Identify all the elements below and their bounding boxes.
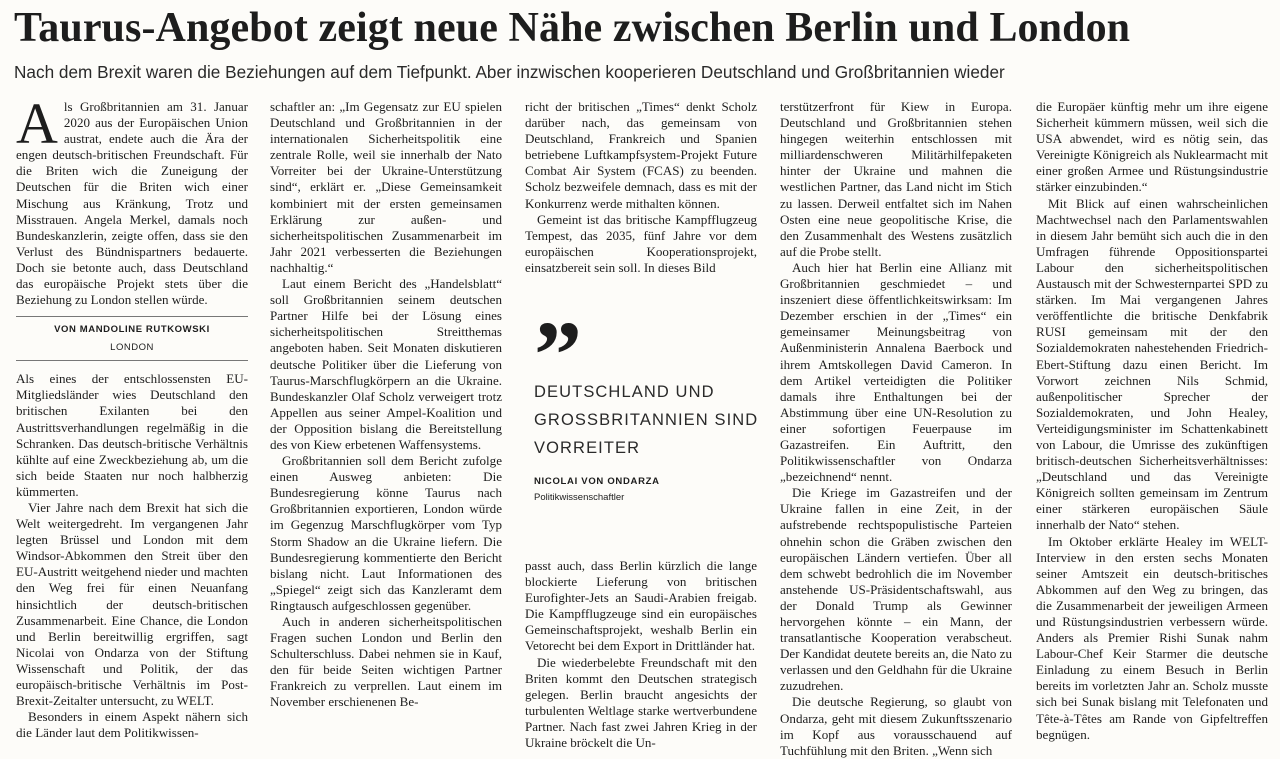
- subheadline: Nach dem Brexit waren die Beziehungen auf dem Tiefpunkt. Aber inzwischen kooperieren Deutschland und Großbritannien wieder: [14, 62, 1005, 82]
- paragraph: Die wiederbelebte Freundschaft mit den Briten kommt den Deutschen strategisch gelegen. Berlin braucht angesichts der turbulenten Weltlage starke wertverbundene Partner. Nach fast zwei Jahren Krieg in der Ukraine bröckelt die Un-: [525, 654, 757, 751]
- intro-paragraph: [16, 91, 248, 308]
- paragraph: Laut einem Bericht des „Handelsblatt“ soll Großbritannien seinem deutschen Partner Hilfe bei der Lösung eines sicherheitspolitischen Streitthemas angeboten haben. Seit Monaten diskutieren deutsche Politiker über die Lieferung von Taurus-Marschflugkörpern an die Ukraine. Bundeskanzler Olaf Scholz verweigert trotz Appellen aus seiner Ampel-Koalition und der Opposition bislang die Bereitstellung des von Kiew erbetenen Waffensystems.: [270, 276, 502, 452]
- paragraph: Im Oktober erklärte Healey im WELT-Interview in den ersten sechs Monaten seiner Amtszeit ein deutsch-britisches Abkommen auf den Weg zu bringen, das die Zusammenarbeit der jeweiligen Armeen und Rüstungsindustrien verbessern würde. Anders als Premier Rishi Sunak nahm Labour-Chef Keir Starmer die deutsche Einladung zu einem Besuch in Berlin bereits im vorletzten Jahr an. Scholz musste sich bei Sunak bislang mit Telefonaten und Tête-à-Têtes am Rande von Gipfeltreffen begnügen.: [1036, 533, 1268, 742]
- paragraph: Auch hier hat Berlin eine Allianz mit Großbritannien geschmiedet – und inszeniert diese öffentlichkeitswirksam: Im Dezember erschien in der „Times“ ein gemeinsamer Meinungsbeitrag von Außenministerin Annalena Baerbock und ihrem Amtskollegen David Cameron. In dem Artikel verteidigten die Politiker damals ihre Enthaltungen bei der Abstimmung über eine UN-Resolution zu einer sofortigen Feuerpause im Gazastreifen. Ein Auftritt, den Politikwissenschaftler von Ondarza „bezeichnend“ nennt.: [780, 259, 1012, 485]
- byline-author: VON MANDOLINE RUTKOWSKI: [54, 324, 210, 336]
- paragraph: richt der britischen „Times“ denkt Scholz darüber nach, das gemeinsam von Deutschland, Frankreich und Spanien betriebene Luftkampfsystem-Projekt Future Combat Air System (FCAS) zu beenden. Scholz bezweifele demnach, dass es mit der Konkurrenz werde mithalten können.: [525, 99, 757, 211]
- paragraph: Auch in anderen sicherheitspolitischen Fragen suchen London und Berlin den Schulterschluss. Dabei nehmen sie in Kauf, den für beide Seiten wichtigen Partner Frankreich zu verprellen. Laut einem im November erschienenen Be-: [270, 614, 502, 710]
- column-1: [16, 91, 248, 741]
- paragraph: passt auch, dass Berlin kürzlich die lange blockierte Lieferung von britischen Eurofighter-Jets an Saudi-Arabien freigab. Die Kampfflugzeuge sind ein europäisches Gemeinschaftsprojekt, weshalb Berlin ein Vetorecht bei dem Export in Drittländer hat.: [525, 558, 757, 654]
- byline-location: LONDON: [110, 342, 154, 354]
- pull-quote-author: NICOLAI VON ONDARZA: [534, 476, 660, 487]
- column-2: [270, 99, 502, 711]
- paragraph: Vier Jahre nach dem Brexit hat sich die Welt weitergedreht. Im vergangenen Jahr legten Brüssel und London mit dem Windsor-Abkommen den Streit über den EU-Austritt weitgehend nieder und machten den Weg frei für einen Neuanfang hinsichtlich der deutsch-britischen Zusammenarbeit. Eine Chance, die London und Berlin bereitwillig ergriffen, sagt Nicolai von Ondarza von der Stiftung Wissenschaft und Politik, der das europäisch-britische Verhältnis im Post-Brexit-Zeitalter untersucht, zu WELT.: [16, 499, 248, 709]
- paragraph: schaftler an: „Im Gegensatz zur EU spielen Deutschland und Großbritannien in der internationalen Sicherheitspolitik eine zentrale Rolle, weil sie innerhalb der Nato Vorreiter bei der Ukraine-Unterstützung sind“, erklärt er. „Diese Gemeinsamkeit kombiniert mit der ersten gemeinsamen Erklärung zur außen- und sicherheitspolitischen Zusammenarbeit im Jahr 2021 verbesserten die Beziehungen nachhaltig.“: [270, 99, 502, 275]
- paragraph: Als eines der entschlossensten EU-Mitgliedsländer wies Deutschland den britischen Exilanten bei den Austrittsverhandlungen regelmäßig in die Schranken. Das deutsch-britische Verhältnis kühlte auf eine Zweckbeziehung ab, um die sich beide Staaten nur noch halbherzig kümmerten.: [16, 371, 248, 499]
- column-5: [1036, 99, 1268, 743]
- column-3-bottom: [525, 558, 757, 751]
- pull-quote-role: Politikwissenschaftler: [534, 492, 625, 503]
- paragraph: Die deutsche Regierung, so glaubt von Ondarza, geht mit diesem Zukunftsszenario im Kopf aus vorausschauend auf Tuchfühlung mit den Briten. „Wenn sich: [780, 694, 1012, 758]
- byline-box: [16, 316, 248, 361]
- headline: Taurus-Angebot zeigt neue Nähe zwischen Berlin und London: [14, 5, 1131, 51]
- pull-quote-text: DEUTSCHLAND UND GROSSBRITANNIEN SIND VORREITER: [534, 383, 759, 457]
- dropcap: A: [16, 91, 58, 156]
- paragraph: Die Kriege im Gazastreifen und der Ukraine fallen in eine Zeit, in der aufstrebende rechtspopulistische Parteien ohnehin schon die Gräben zwischen den europäischen Ländern vertiefen. Über all dem schwebt bedrohlich die im November anstehende US-Präsidentschaftswahl, aus der Donald Trump als Gewinner hervorgehen könnte – ein Mann, der transatlantische Kooperation verabscheut. Der Kandidat deutete bereits an, die Nato zu verlassen und den Geldhahn für die Ukraine zuzudrehen.: [780, 485, 1012, 694]
- paragraph: Besonders in einem Aspekt nähern sich die Länder laut dem Politikwissen-: [16, 709, 248, 741]
- intro-text: ls Großbritannien am 31. Januar 2020 aus der Europäischen Union austrat, endete auch die Ära der engen deutsch-britischen Freundschaft. Für die Briten wich die Zuneigung der Deutschen für die Briten wich einer Mischung aus Kränkung, Trotz und Misstrauen. Angela Merkel, damals noch Bundeskanzlerin, zeigte offen, dass sie den Verlust des Bündnispartners bedauerte. Doch sie betonte auch, dass Deutschland das europäische Projekt stets über die Beziehung zu London stellen würde.: [16, 99, 248, 308]
- column-3-top: [525, 99, 757, 276]
- paragraph: terstützerfront für Kiew in Europa. Deutschland und Großbritannien stehen hingegen weiterhin entschlossen mit milliardenschweren Militärhilfepaketen hinter der Ukraine und mahnen die westlichen Partner, das Land nicht im Stich zu lassen. Derweil entfaltet sich im Nahen Osten eine neue geopolitische Krise, die den Zusammenhalt des Westens zusätzlich auf die Probe stellt.: [780, 99, 1012, 259]
- paragraph: Großbritannien soll dem Bericht zufolge einen Ausweg anbieten: Die Bundesregierung könne Taurus nach Großbritannien exportieren, London würde im Gegenzug Marschflugkörper vom Typ Storm Shadow an die Ukraine liefern. Die Bundesregierung kommentierte den Bericht bislang nicht. Laut Informationen des „Spiegel“ zeigt sich das Kanzleramt dem Ringtausch aufgeschlossen gegenüber.: [270, 453, 502, 613]
- quote-mark-icon: ”: [534, 301, 582, 408]
- paragraph: die Europäer künftig mehr um ihre eigene Sicherheit kümmern müssen, weil sich die USA abwendet, wird es nötig sein, das Vereinigte Königreich als Nuklearmacht mit einer großen Armee und Rüstungsindustrie stärker einzubinden.“: [1036, 99, 1268, 195]
- paragraph: Gemeint ist das britische Kampfflugzeug Tempest, das 2035, fünf Jahre vor dem europäischen Kooperationsprojekt, einsatzbereit sein soll. In dieses Bild: [525, 211, 757, 275]
- pull-quote: [534, 301, 770, 546]
- column-4: [780, 99, 1012, 759]
- paragraph: Mit Blick auf einen wahrscheinlichen Machtwechsel nach den Parlamentswahlen in diesem Jahr bemüht sich auch die in den Umfragen führende Oppositionspartei Labour den sicherheitspolitischen Austausch mit der Schwesternpartei SPD zu stärken. Im Mai vergangenen Jahres veröffentlichte die britische Denkfabrik RUSI gemeinsam mit der den Sozialdemokraten nahestehenden Friedrich-Ebert-Stiftung dazu einen Bericht. Im Vorwort zeichnen Nils Schmid, außenpolitischer Sprecher der Sozialdemokraten, und John Healey, Verteidigungsminister im Schattenkabinett von Labour, die Umrisse des zukünftigen britisch-deutschen Sicherheitsverhältnisses: „Deutschland und das Vereinigte Königreich sollten gemeinsam im Zentrum einer stärkeren europäischen Säule innerhalb der Nato“ stehen.: [1036, 195, 1268, 533]
